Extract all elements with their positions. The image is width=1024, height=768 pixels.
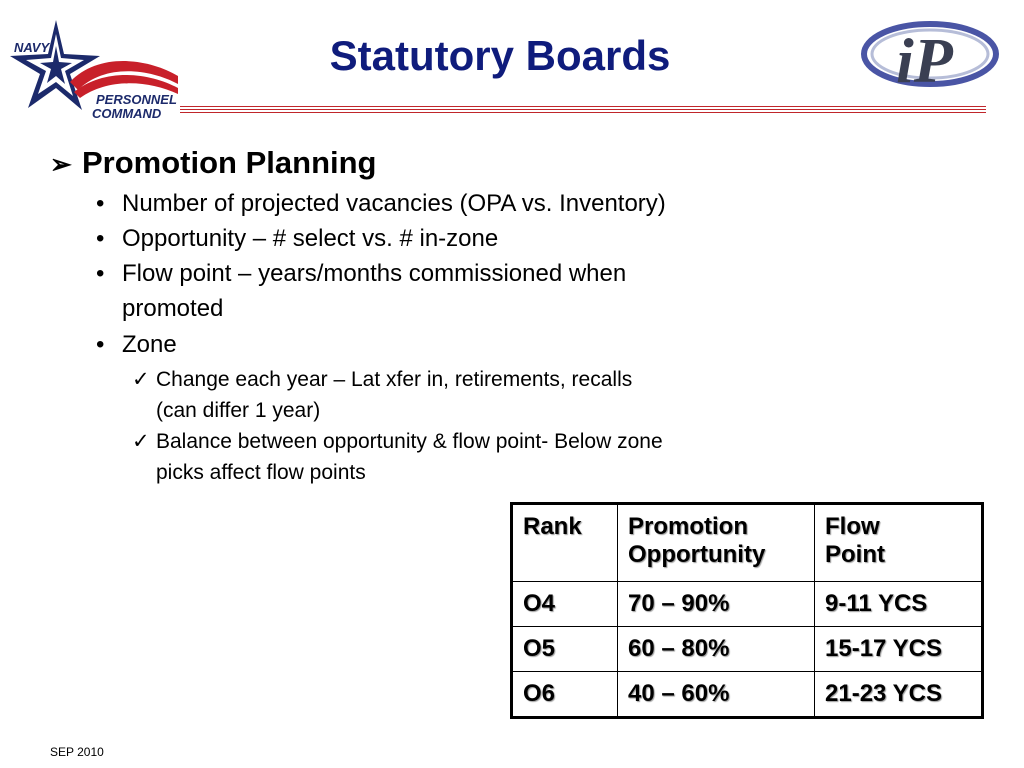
bullet-dot-icon: •	[96, 225, 105, 252]
table-cell: 21-23 YCS	[815, 672, 983, 718]
bullet-item: • Opportunity – # select vs. # in-zone	[96, 221, 796, 256]
check-item: ✓ Balance between opportunity & flow point- Below zone picks affect flow points	[132, 426, 812, 488]
column-header: Flow Point	[815, 504, 983, 582]
promotion-table	[510, 502, 984, 719]
table-cell: 9-11 YCS	[815, 582, 983, 627]
table-row	[512, 627, 983, 672]
svg-text:PERSONNEL: PERSONNEL	[96, 92, 177, 107]
check-item: ✓ Change each year – Lat xfer in, retirements, recalls (can differ 1 year)	[132, 364, 812, 426]
table-header-row	[512, 504, 983, 582]
divider-rule	[180, 109, 986, 110]
column-header: Rank	[512, 504, 618, 582]
table-cell: O6	[512, 672, 618, 718]
svg-text:iP: iP	[896, 25, 953, 94]
bullet-item: • Zone	[96, 327, 796, 362]
bullet-item: • Flow point – years/months commissioned when promoted	[96, 256, 796, 326]
slide-title: Statutory Boards	[329, 32, 671, 79]
table-cell: 70 – 90%	[618, 582, 815, 627]
section-heading: ➢ Promotion Planning	[50, 145, 377, 180]
footer-date: SEP 2010	[50, 745, 104, 759]
divider-rule	[180, 112, 986, 113]
checkmark-icon: ✓	[132, 368, 150, 391]
bullet-dot-icon: •	[96, 190, 105, 217]
table-row	[512, 672, 983, 718]
table-cell: O4	[512, 582, 618, 627]
checkmark-icon: ✓	[132, 430, 150, 453]
table-cell: 60 – 80%	[618, 627, 815, 672]
column-header: Promotion Opportunity	[618, 504, 815, 582]
svg-text:NAVY: NAVY	[14, 40, 50, 55]
arrow-bullet-icon: ➢	[50, 149, 72, 179]
table-row	[512, 582, 983, 627]
table-cell: 15-17 YCS	[815, 627, 983, 672]
bullet-item: • Number of projected vacancies (OPA vs. Inventory)	[96, 186, 796, 221]
svg-text:COMMAND: COMMAND	[92, 106, 162, 121]
bullet-dot-icon: •	[96, 260, 105, 287]
table-cell: O5	[512, 627, 618, 672]
divider-rule	[180, 106, 986, 107]
table-cell: 40 – 60%	[618, 672, 815, 718]
bullet-dot-icon: •	[96, 331, 105, 358]
